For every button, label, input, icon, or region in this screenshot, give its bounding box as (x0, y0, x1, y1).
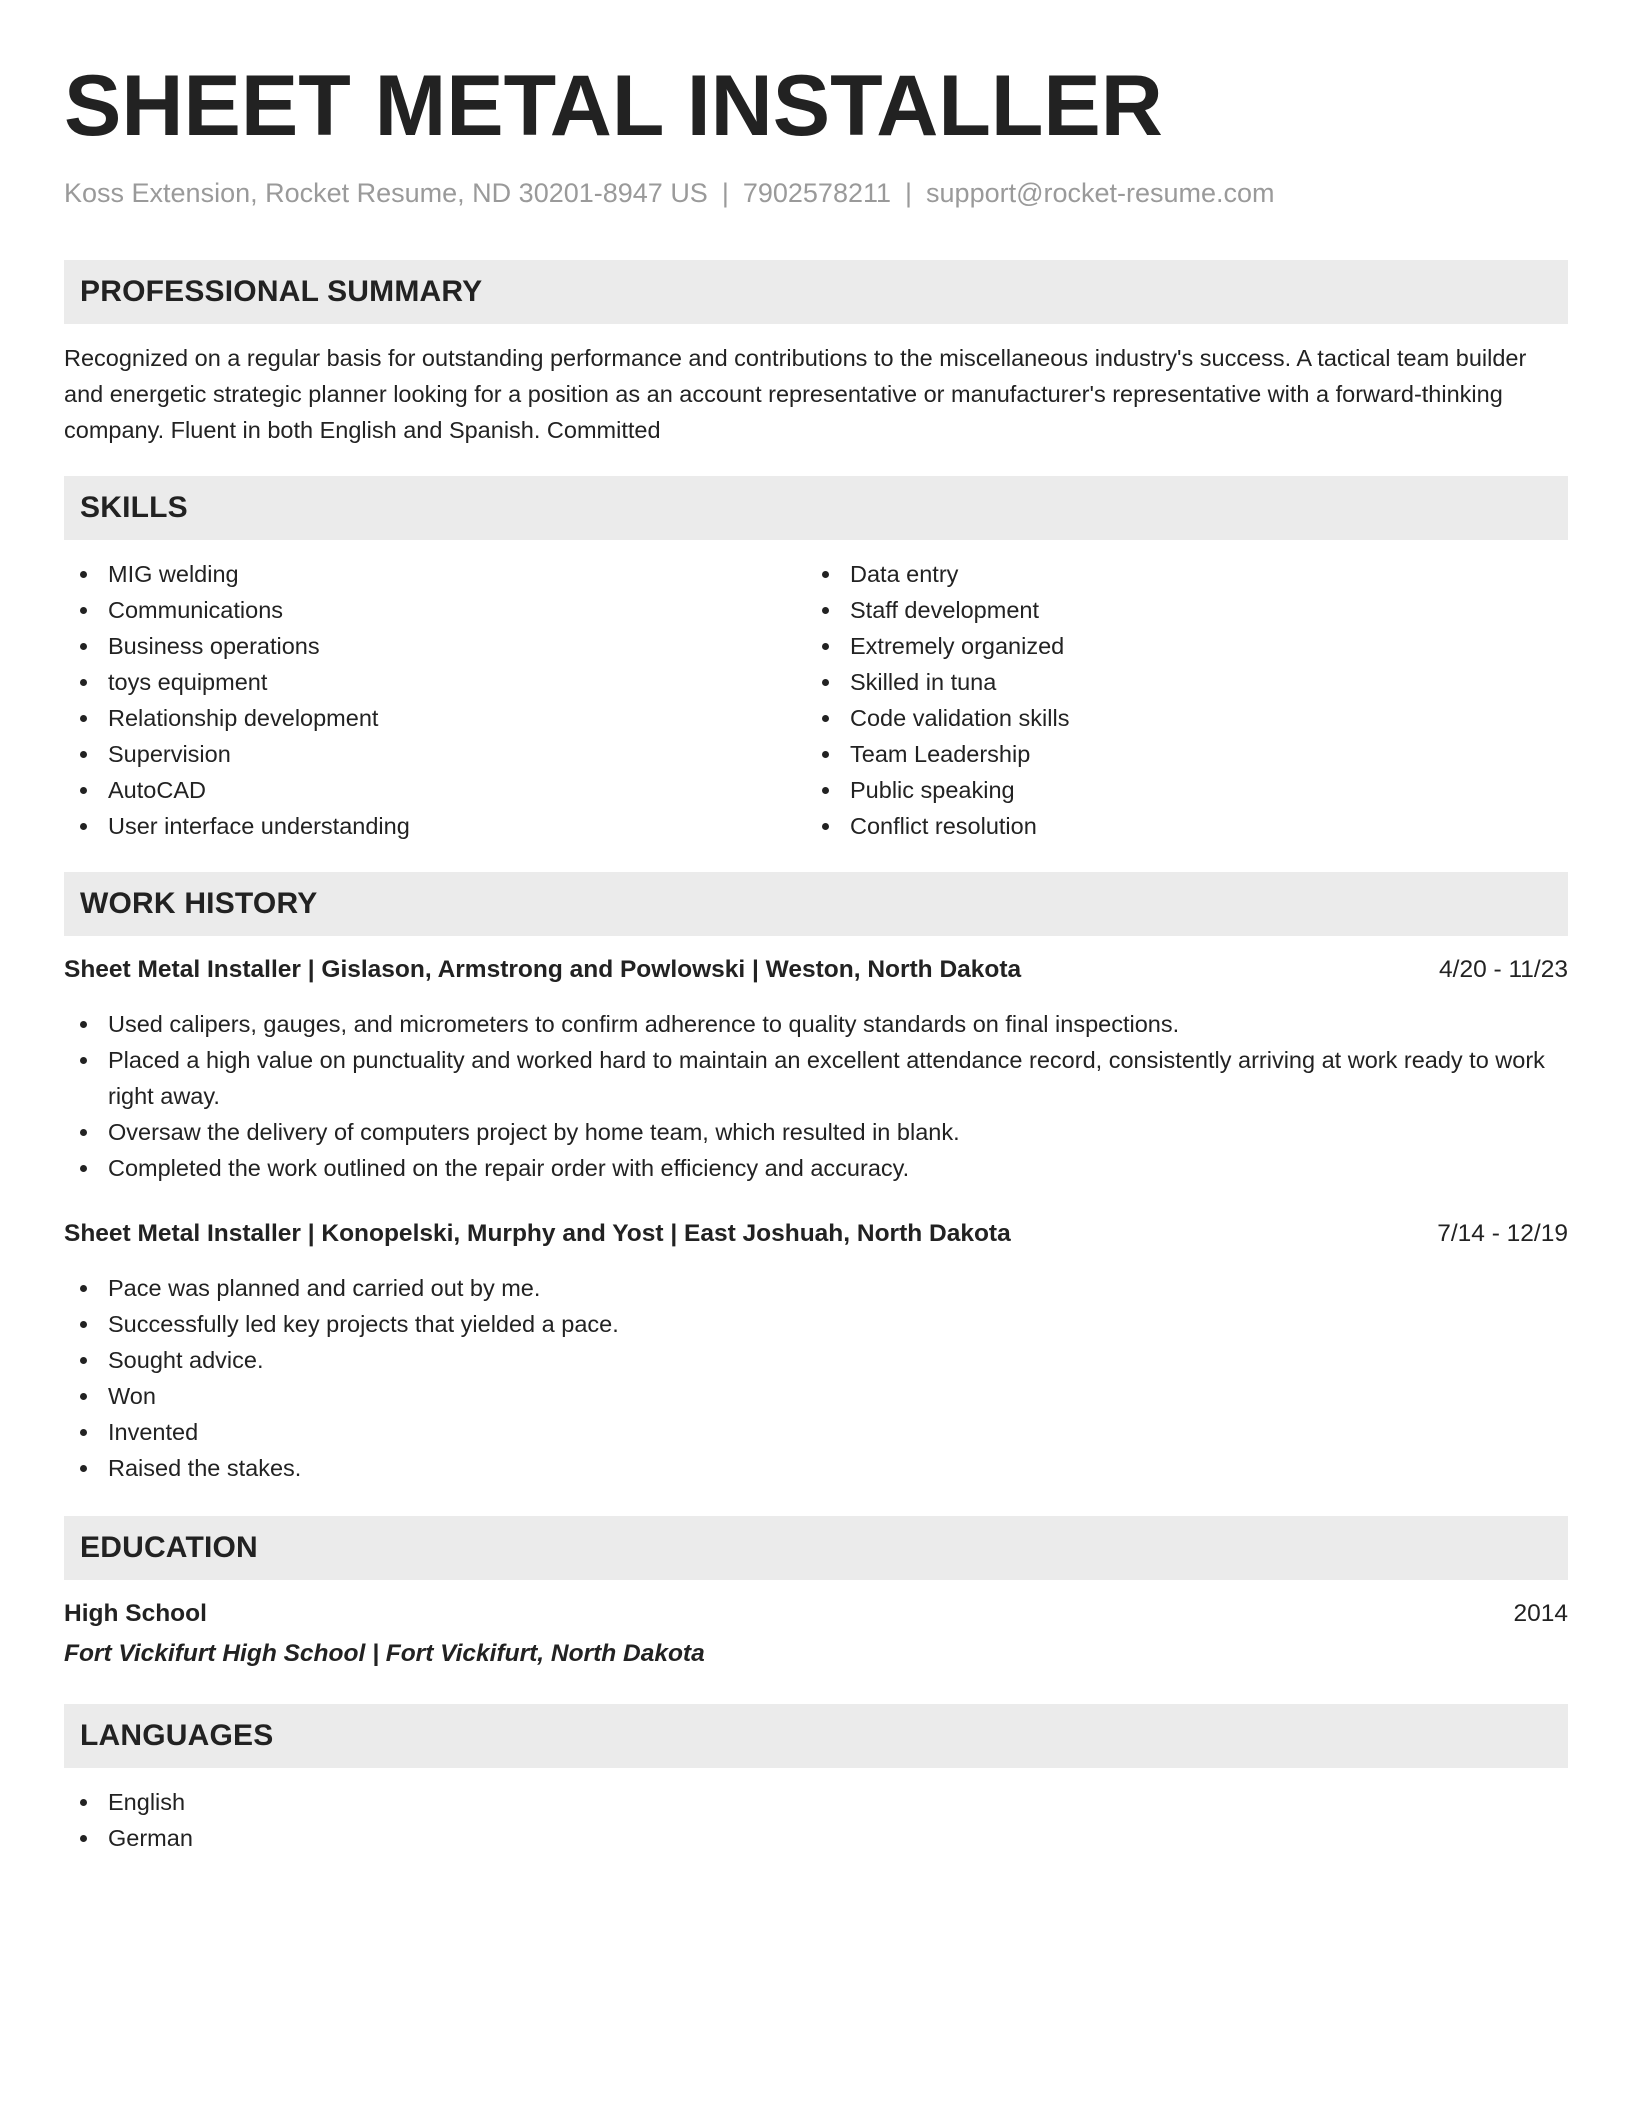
list-item: Conflict resolution (806, 808, 1548, 844)
list-item: Invented (64, 1414, 1568, 1450)
list-item: Team Leadership (806, 736, 1548, 772)
list-item: Data entry (806, 556, 1548, 592)
skills-list-left (64, 556, 806, 844)
list-item: Staff development (806, 592, 1548, 628)
contact-separator: | (721, 178, 729, 208)
languages-list (64, 1784, 1568, 1856)
contact-phone: 7902578211 (742, 178, 892, 208)
job-header (64, 952, 1568, 988)
summary-text: Recognized on a regular basis for outstanding performance and contributions to the miscellaneous industry's success. A tactical team builder and energetic strategic planner looking for a position as an account representative or manufacturer's representative with a forward-thinking company. Fluent in both English and Spanish. Committed (64, 345, 1527, 443)
list-item: English (64, 1784, 1568, 1820)
section-heading-work: WORK HISTORY (64, 872, 1568, 936)
job-header (64, 1216, 1568, 1252)
section-heading-summary: PROFESSIONAL SUMMARY (64, 260, 1568, 324)
list-item: Skilled in tuna (806, 664, 1548, 700)
list-item: Code validation skills (806, 700, 1548, 736)
contact-address: Koss Extension, Rocket Resume, ND 30201-8947 US (64, 178, 708, 208)
list-item: Relationship development (64, 700, 806, 736)
section-heading-education: EDUCATION (64, 1516, 1568, 1580)
job-entry (64, 1216, 1568, 1486)
job-title: Sheet Metal Installer | Konopelski, Murphy and Yost | East Joshuah, North Dakota (64, 1220, 1011, 1247)
education-school: Fort Vickifurt High School | Fort Vickifurt, North Dakota (64, 1640, 705, 1667)
list-item: AutoCAD (64, 772, 806, 808)
job-bullets (64, 1270, 1568, 1486)
education-year: 2014 (1513, 1600, 1568, 1627)
education-entry (64, 1596, 1568, 1672)
job-title: Sheet Metal Installer | Gislason, Armstrong and Powlowski | Weston, North Dakota (64, 956, 1022, 983)
list-item: Placed a high value on punctuality and worked hard to maintain an excellent attendance record, consistently arriving at work ready to work right away. (64, 1042, 1568, 1114)
list-item: Oversaw the delivery of computers project by home team, which resulted in blank. (64, 1114, 1568, 1150)
job-bullets (64, 1006, 1568, 1186)
list-item: Sought advice. (64, 1342, 1568, 1378)
contact-separator: | (905, 178, 913, 208)
contact-email: support@rocket-resume.com (926, 178, 1275, 208)
list-item: Used calipers, gauges, and micrometers to confirm adherence to quality standards on final inspections. (64, 1006, 1568, 1042)
list-item: Raised the stakes. (64, 1450, 1568, 1486)
list-item: Successfully led key projects that yielded a pace. (64, 1306, 1568, 1342)
list-item: Public speaking (806, 772, 1548, 808)
job-dates: 7/14 - 12/19 (1437, 1220, 1568, 1247)
skills-grid (64, 556, 1568, 844)
job-entry (64, 952, 1568, 1186)
list-item: Won (64, 1378, 1568, 1414)
education-header (64, 1596, 1568, 1632)
education-degree: High School (64, 1600, 207, 1627)
skills-list-right (806, 556, 1548, 844)
resume-title: SHEET METAL INSTALLER (64, 58, 1163, 154)
list-item: toys equipment (64, 664, 806, 700)
list-item: Pace was planned and carried out by me. (64, 1270, 1568, 1306)
list-item: Extremely organized (806, 628, 1548, 664)
section-heading-languages: LANGUAGES (64, 1704, 1568, 1768)
list-item: German (64, 1820, 1568, 1856)
list-item: User interface understanding (64, 808, 806, 844)
list-item: Business operations (64, 628, 806, 664)
list-item: Communications (64, 592, 806, 628)
list-item: MIG welding (64, 556, 806, 592)
section-heading-skills: SKILLS (64, 476, 1568, 540)
list-item: Supervision (64, 736, 806, 772)
contact-line (64, 176, 1568, 210)
list-item: Completed the work outlined on the repair order with efficiency and accuracy. (64, 1150, 1568, 1186)
job-dates: 4/20 - 11/23 (1439, 956, 1568, 983)
